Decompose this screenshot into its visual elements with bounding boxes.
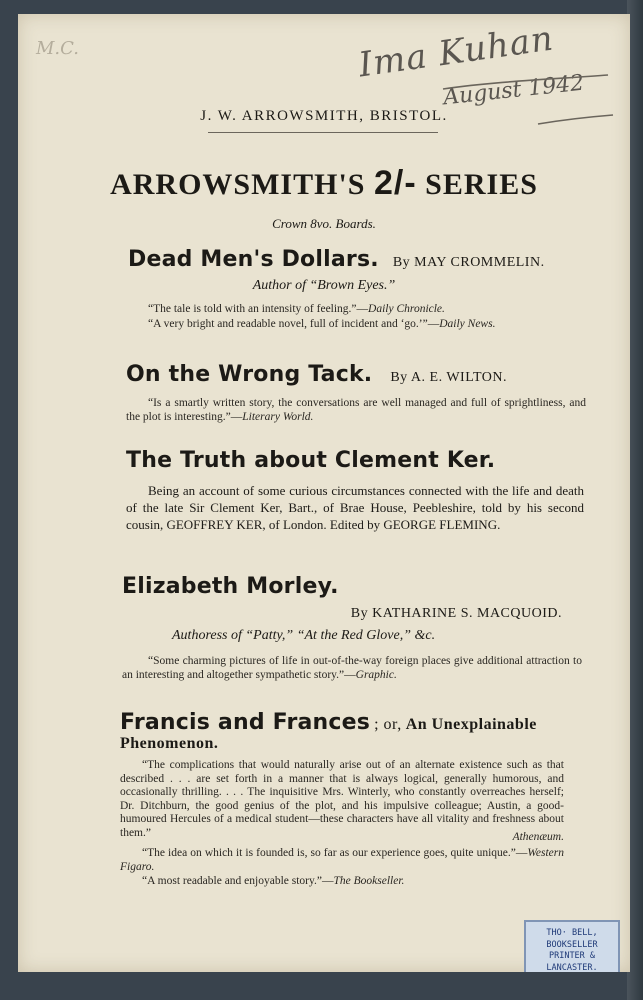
- series-prefix: ARROWSMITH'S: [110, 168, 366, 201]
- book-note: Authoress of “Patty,” “At the Red Glove,” &c.: [172, 628, 436, 643]
- faint-pencil-mark: M.C.: [36, 38, 80, 59]
- review-quote: “Is a smartly written story, the conversations are well managed and full of sprightliness, and the plot is interesting.”—Literary World.: [126, 397, 586, 423]
- book-entry: [126, 448, 596, 473]
- review-quote: “The complications that would naturally arise out of an alternate existence such as that described . . . are set forth in a manner that is always logical, generally humorous, and occasionally thrilling. . . . The inquisitive Mrs. Winterly, who constantly overreaches herself; Dr. Ditchburn, the good genius of the plot, and his impulsive colleague; Austin, a good-humoured Hercules of a medical student—these characters have all vitality and freshness about them.”: [120, 759, 564, 839]
- review-quote: “A very bright and readable novel, full of incident and ‘go.’”—Daily News.: [148, 318, 496, 330]
- publisher-rule: [208, 132, 438, 133]
- review-source: Athenæum.: [512, 831, 564, 843]
- handwritten-date: August 1942: [442, 70, 586, 111]
- review-quote: “The tale is told with an intensity of feeling.”—Daily Chronicle.: [148, 303, 445, 315]
- format-line: Crown 8vo. Boards.: [272, 216, 376, 231]
- book-entry: [126, 362, 596, 387]
- series-heading: [18, 164, 630, 203]
- series-suffix: SERIES: [425, 168, 538, 201]
- book-subtitle: An Unexplainable Phenomenon.: [120, 716, 537, 752]
- book-title: Francis and Frances: [120, 710, 371, 735]
- book-title: The Truth about Clement Ker.: [126, 448, 496, 473]
- review-quote: “A most readable and enjoyable story.”—The Bookseller.: [142, 875, 405, 887]
- book-subtitle-join: ; or,: [374, 716, 402, 733]
- book-description: Being an account of some curious circumstances connected with the life and death of the late Sir Clement Ker, Bart., of Brae House, Peebleshire, told by his second cousin, GEOFFREY KER, of London. Edited by GEORGE FLEMING.: [126, 483, 584, 532]
- book-title: Dead Men's Dollars.: [128, 247, 379, 272]
- book-title: Elizabeth Morley.: [122, 574, 339, 599]
- endpaper-page: [18, 14, 630, 972]
- publisher-line: J. W. ARROWSMITH, BRISTOL.: [200, 108, 448, 124]
- book-author: By KATHARINE S. MACQUOID.: [350, 606, 562, 621]
- book-entry: [122, 574, 592, 599]
- review-quote: “The idea on which it is founded is, so far as our experience goes, quite unique.”—Western Figaro.: [120, 847, 564, 873]
- book-entry: [120, 710, 600, 753]
- review-quote: “Some charming pictures of life in out-of-the-way foreign places give additional attraction to an interesting and altogether sympathetic story.”—Graphic.: [122, 655, 582, 681]
- book-author: By A. E. WILTON.: [390, 370, 507, 385]
- bookseller-stamp: THO· BELL, BOOKSELLER PRINTER & LANCASTER.: [524, 920, 620, 972]
- book-title: On the Wrong Tack.: [126, 362, 373, 387]
- series-price: 2/-: [373, 164, 417, 202]
- book-author: By MAY CROMMELIN.: [392, 255, 545, 270]
- book-entry: [128, 247, 578, 272]
- book-note: Author of “Brown Eyes.”: [252, 278, 396, 293]
- handwritten-name: Ima Kuhan: [356, 18, 557, 86]
